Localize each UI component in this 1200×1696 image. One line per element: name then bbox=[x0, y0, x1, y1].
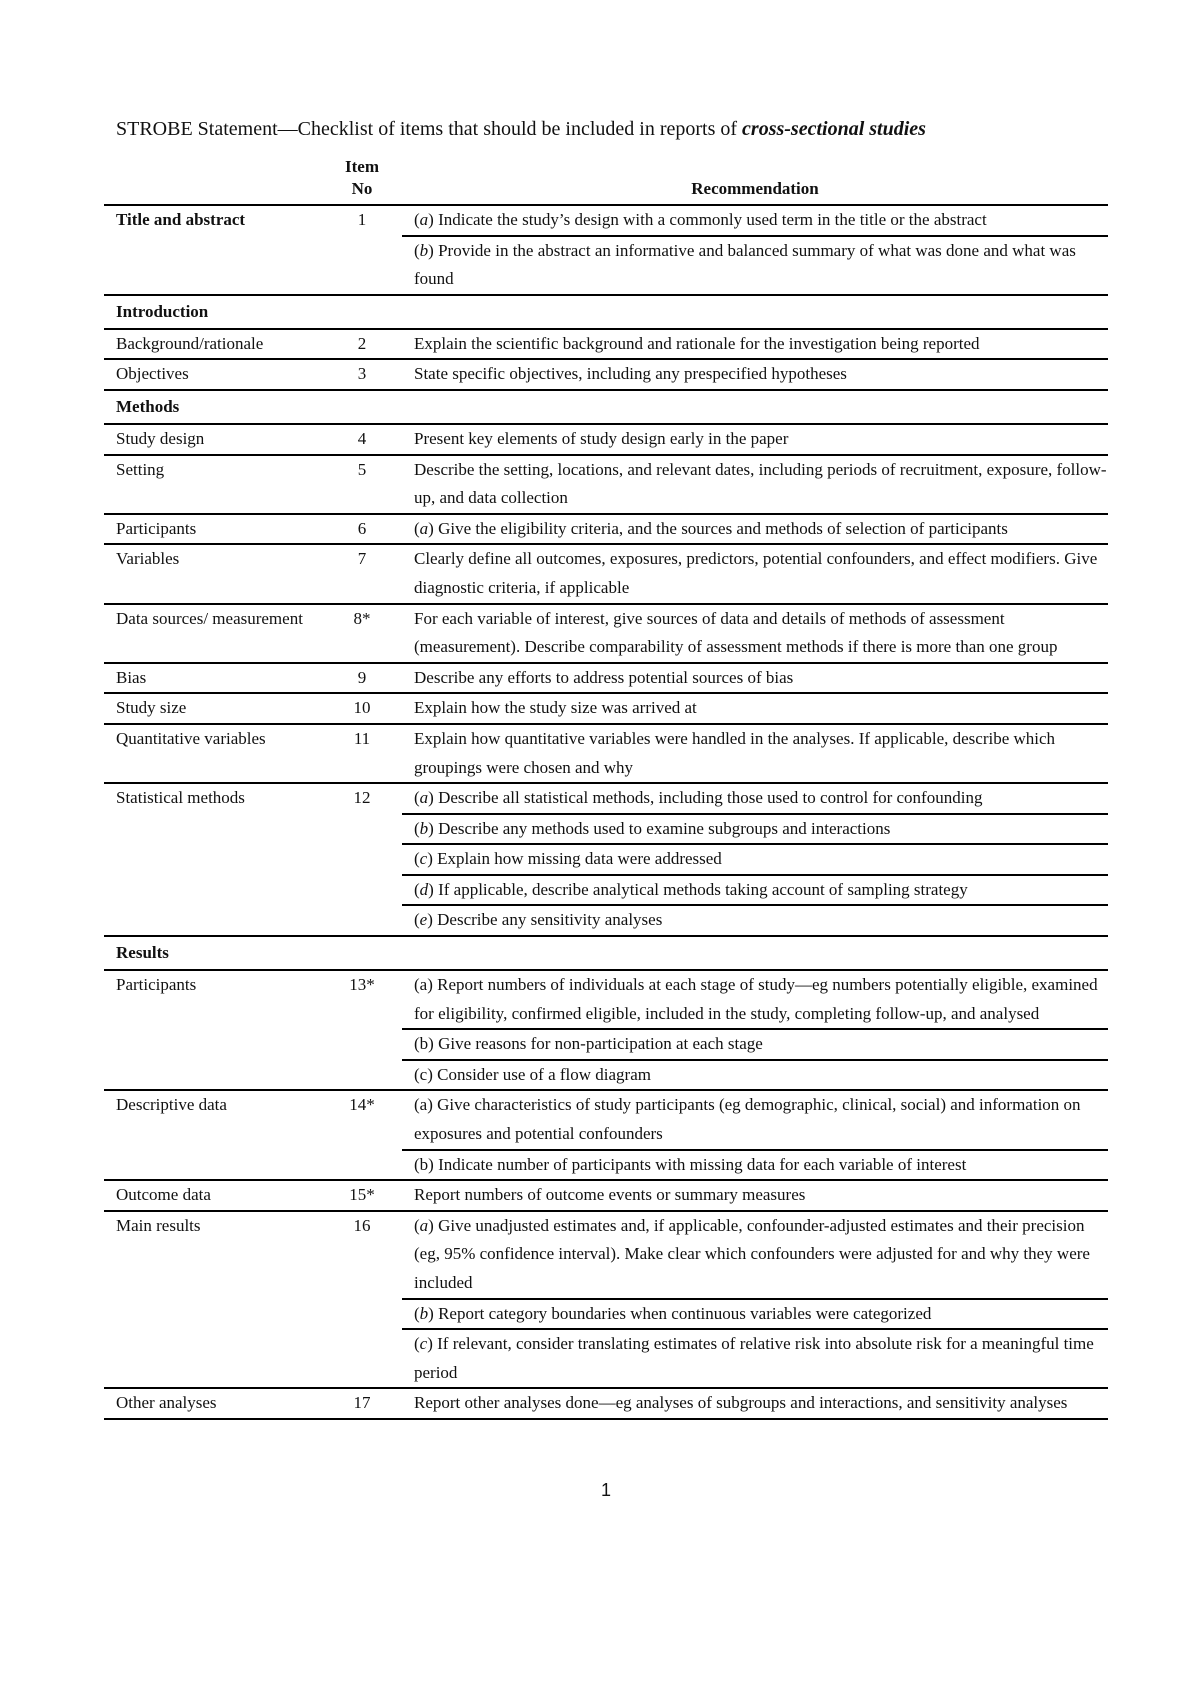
row-topic: Variables bbox=[116, 549, 180, 569]
row-topic: Participants bbox=[116, 518, 197, 538]
recommendation-text: (c) Consider use of a flow diagram bbox=[414, 1064, 651, 1084]
row-recommendation bbox=[402, 1181, 1108, 1210]
row-recommendation bbox=[402, 605, 1108, 662]
table-row bbox=[104, 425, 1108, 456]
document-title: STROBE Statement—Checklist of items that should be included in reports of cross-sectional studies bbox=[116, 118, 926, 140]
table-row bbox=[104, 1181, 1108, 1212]
row-item-no: 6 bbox=[357, 518, 367, 538]
row-item-no: 16 bbox=[353, 1215, 371, 1235]
row-recommendation bbox=[402, 330, 1108, 359]
row-topic: Main results bbox=[116, 1215, 201, 1235]
row-item-no: 14* bbox=[349, 1095, 375, 1115]
row-item-no: 11 bbox=[353, 728, 371, 748]
row-recommendation bbox=[402, 725, 1108, 782]
recommendation-text: (d) If applicable, describe analytical methods taking account of sampling strategy bbox=[402, 876, 1108, 907]
table-row bbox=[104, 360, 1108, 391]
row-item-no: 12 bbox=[353, 788, 371, 808]
recommendation-text: Present key elements of study design early in the paper bbox=[414, 428, 789, 448]
recommendation-text: Describe any efforts to address potential sources of bias bbox=[414, 667, 794, 687]
recommendation-text: (b) Indicate number of participants with missing data for each variable of interest bbox=[414, 1154, 967, 1174]
recommendation-text: (b) Report category boundaries when continuous variables were categorized bbox=[402, 1300, 1108, 1331]
recommendation-text: Clearly define all outcomes, exposures, predictors, potential confounders, and effect modifiers. Give diagnostic criteria, if applicable bbox=[414, 549, 1098, 597]
row-topic: Participants bbox=[116, 975, 197, 995]
section-heading bbox=[104, 296, 1108, 330]
recommendation-text: Report other analyses done—eg analyses of subgroups and interactions, and sensitivity analyses bbox=[414, 1393, 1068, 1413]
row-recommendation bbox=[402, 1212, 1108, 1388]
row-topic: Statistical methods bbox=[116, 788, 245, 808]
table-row bbox=[104, 545, 1108, 604]
row-item-no: 1 bbox=[357, 210, 367, 229]
recommendation-text: Explain how quantitative variables were handled in the analyses. If applicable, describe which groupings were chosen and why bbox=[414, 728, 1056, 777]
row-recommendation bbox=[402, 206, 1108, 294]
row-item-no: 8* bbox=[353, 608, 371, 628]
row-topic: Descriptive data bbox=[116, 1095, 227, 1115]
table-row bbox=[104, 664, 1108, 695]
row-item-no: 2 bbox=[357, 333, 367, 353]
table-row bbox=[104, 330, 1108, 361]
row-item-no: 5 bbox=[357, 459, 367, 479]
recommendation-text: (a) Report numbers of individuals at each stage of study—eg numbers potentially eligible, examined for eligibility, confirmed eligible, included in the study, completing follow-up, and analysed bbox=[402, 971, 1108, 1030]
table-row bbox=[104, 694, 1108, 725]
checklist-table bbox=[104, 154, 1108, 1420]
recommendation-text: (a) Give the eligibility criteria, and the sources and methods of selection of participants bbox=[414, 518, 1008, 538]
row-topic: Background/rationale bbox=[116, 333, 264, 353]
row-topic: Data sources/ measurement bbox=[116, 608, 303, 628]
table-row bbox=[104, 1389, 1108, 1420]
recommendation-text: (a) Describe all statistical methods, including those used to control for confounding bbox=[402, 784, 1108, 815]
page-number: 1 bbox=[600, 1480, 611, 1500]
table-row bbox=[104, 605, 1108, 664]
recommendation-text: Explain the scientific background and rationale for the investigation being reported bbox=[414, 333, 980, 353]
row-item-no: 7 bbox=[357, 549, 367, 569]
table-row bbox=[104, 1212, 1108, 1390]
section-heading-label: Methods bbox=[116, 396, 180, 416]
recommendation-text: Report numbers of outcome events or summary measures bbox=[414, 1185, 806, 1205]
row-item-no: 4 bbox=[357, 428, 367, 448]
row-recommendation bbox=[402, 664, 1108, 693]
recommendation-text: (a) Give characteristics of study participants (eg demographic, clinical, social) and information on exposures and potential confounders bbox=[402, 1091, 1108, 1150]
row-item-no: 9 bbox=[357, 667, 367, 687]
table-row bbox=[104, 515, 1108, 546]
table-row bbox=[104, 725, 1108, 784]
row-topic: Other analyses bbox=[116, 1393, 217, 1413]
recommendation-text: (a) Give unadjusted estimates and, if applicable, confounder-adjusted estimates and their precision (eg, 95% confidence interval). Make clear which confounders were adjusted for and why they were included bbox=[402, 1212, 1108, 1300]
section-heading-label: Introduction bbox=[116, 301, 209, 321]
row-topic: Objectives bbox=[116, 364, 189, 384]
table-header bbox=[104, 154, 1108, 206]
table-body bbox=[104, 206, 1108, 1420]
recommendation-text: (b) Give reasons for non-participation at each stage bbox=[402, 1030, 1108, 1061]
header-item-no: Item No bbox=[345, 157, 379, 198]
recommendation-text: (b) Provide in the abstract an informative and balanced summary of what was done and what was found bbox=[414, 240, 1076, 289]
row-recommendation bbox=[402, 694, 1108, 723]
row-item-no: 15* bbox=[349, 1185, 375, 1205]
recommendation-text: For each variable of interest, give sources of data and details of methods of assessment (measurement). Describe comparability of assessment methods if there is more than one group bbox=[414, 608, 1058, 657]
table-row bbox=[104, 456, 1108, 515]
row-item-no: 3 bbox=[357, 364, 367, 384]
recommendation-text: Explain how the study size was arrived at bbox=[414, 698, 697, 718]
row-recommendation bbox=[402, 425, 1108, 454]
recommendation-text: (e) Describe any sensitivity analyses bbox=[414, 910, 663, 930]
row-item-no: 17 bbox=[353, 1393, 371, 1413]
row-recommendation bbox=[402, 971, 1108, 1089]
table-row bbox=[104, 206, 1108, 296]
section-heading-label: Results bbox=[116, 943, 169, 963]
recommendation-text: Describe the setting, locations, and relevant dates, including periods of recruitment, exposure, follow-up, and data collection bbox=[414, 459, 1107, 508]
recommendation-text: (c) If relevant, consider translating estimates of relative risk into absolute risk for a meaningful time period bbox=[414, 1334, 1094, 1382]
recommendation-text: (c) Explain how missing data were addressed bbox=[402, 845, 1108, 876]
row-topic: Outcome data bbox=[116, 1185, 211, 1205]
table-row bbox=[104, 784, 1108, 937]
row-item-no: 13* bbox=[349, 975, 375, 995]
table-row bbox=[104, 1091, 1108, 1181]
recommendation-text: State specific objectives, including any prespecified hypotheses bbox=[414, 364, 847, 384]
row-recommendation bbox=[402, 1091, 1108, 1179]
row-recommendation bbox=[402, 784, 1108, 935]
row-recommendation bbox=[402, 515, 1108, 544]
row-topic: Setting bbox=[116, 459, 165, 479]
recommendation-text: (b) Describe any methods used to examine subgroups and interactions bbox=[402, 815, 1108, 846]
row-recommendation bbox=[402, 456, 1108, 513]
section-heading bbox=[104, 391, 1108, 425]
row-item-no: 10 bbox=[353, 698, 371, 718]
row-topic: Study design bbox=[116, 428, 205, 448]
table-row bbox=[104, 971, 1108, 1091]
row-topic: Study size bbox=[116, 698, 187, 718]
row-recommendation bbox=[402, 360, 1108, 389]
row-topic: Quantitative variables bbox=[116, 728, 266, 748]
section-heading bbox=[104, 937, 1108, 971]
row-recommendation bbox=[402, 1389, 1108, 1418]
row-recommendation bbox=[402, 545, 1108, 602]
document-title-emphasis: cross-sectional studies bbox=[742, 118, 926, 140]
row-topic: Title and abstract bbox=[116, 210, 246, 229]
header-recommendation: Recommendation bbox=[691, 179, 819, 198]
recommendation-text: (a) Indicate the study’s design with a commonly used term in the title or the abstract bbox=[402, 206, 1108, 237]
row-topic: Bias bbox=[116, 667, 147, 687]
